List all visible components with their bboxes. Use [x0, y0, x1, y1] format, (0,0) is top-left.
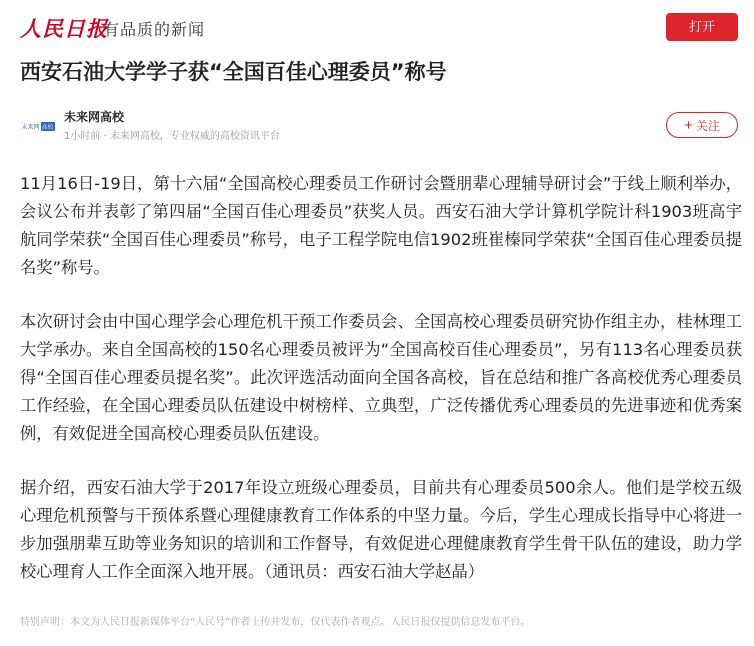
disclaimer: 特别声明：本文为人民日报新媒体平台“人民号”作者上传并发布，仅代表作者观点。人民日报仅提供信息发布平台。	[20, 617, 531, 628]
plus-icon: +	[684, 117, 693, 134]
author-name[interactable]: 未来网高校	[64, 110, 125, 124]
author-meta: 1小时前 · 未来网高校，专业权威的高校资讯平台	[64, 131, 280, 142]
author-bar	[20, 106, 740, 146]
paragraph: 据介绍，西安石油大学于2017年设立班级心理委员，目前共有心理委员500余人。他们是学校五级心理危机预警与干预体系暨心理健康教育工作体系的中坚力量。今后，学生心理成长指导中心将进一步加强朋辈互助等业务知识的培训和工作督导，有效促进心理健康教育学生骨干队伍的建设，助力学校心理育人工作全面深入地开展。（通讯员：西安石油大学赵晶）	[20, 478, 742, 581]
paragraph: 11月16日-19日，第十六届“全国高校心理委员工作研讨会暨朋辈心理辅导研讨会”于线上顺利举办，会议公布并表彰了第四届“全国百佳心理委员”获奖人员。西安石油大学计算机学院计科1903班高宇航同学荣获“全国百佳心理委员”称号，电子工程学院电信1902班崔榛同学荣获“全国百佳心理委员提名奖”称号。	[20, 174, 742, 277]
open-app-button[interactable]: 打开	[666, 13, 738, 41]
slogan: 有品质的新闻	[103, 20, 206, 39]
article-body	[20, 170, 742, 612]
top-bar	[0, 0, 754, 52]
people-daily-logo[interactable]: 人民日报	[20, 16, 108, 41]
follow-button[interactable]	[666, 112, 738, 138]
article-title: 西安石油大学学子获“全国百佳心理委员”称号	[20, 60, 447, 84]
paragraph: 本次研讨会由中国心理学会心理危机干预工作委员会、全国高校心理委员研究协作组主办，桂林理工大学承办。来自全国高校的150名心理委员被评为“全国高校百佳心理委员”，另有113名心理委员获得“全国百佳心理委员提名奖”。此次评选活动面向全国各高校，旨在总结和推广各高校优秀心理委员工作经验，在全国心理委员队伍建设中树榜样、立典型，广泛传播优秀心理委员的先进事迹和优秀案例，有效促进全国高校心理委员队伍建设。	[20, 312, 742, 443]
author-avatar[interactable]	[20, 112, 56, 140]
avatar-logo-text: 未来网	[21, 123, 40, 131]
avatar-logo	[21, 122, 54, 131]
follow-label: 关注	[695, 119, 720, 133]
avatar-logo-tag: 高校	[41, 123, 54, 131]
